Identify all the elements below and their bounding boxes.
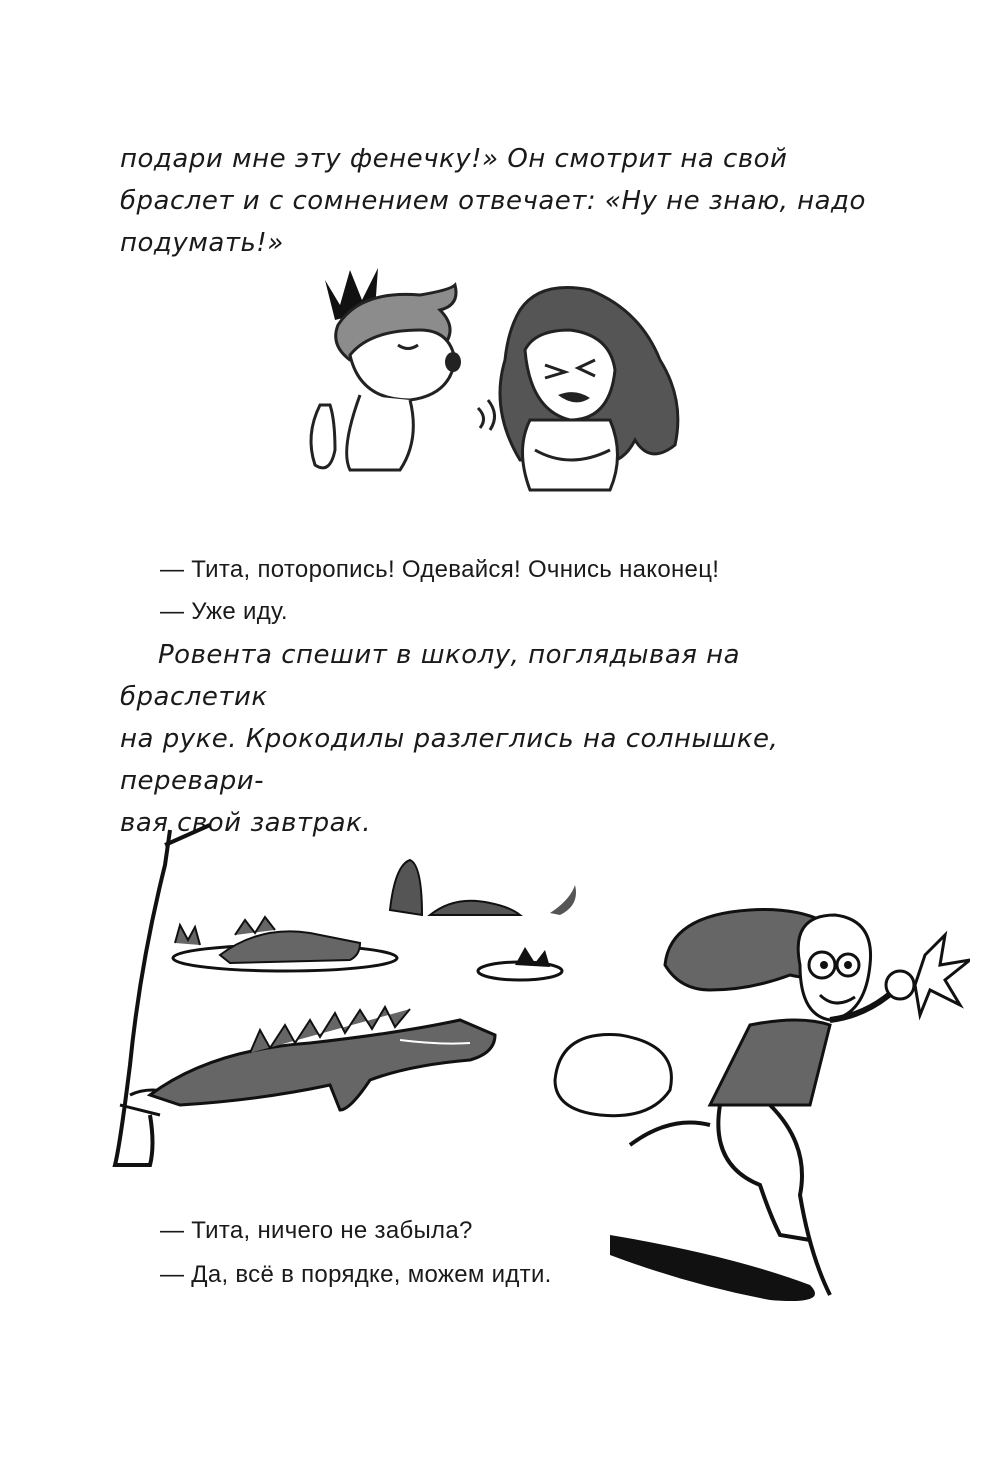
paragraph-top [120,138,880,264]
text-line: на руке. Крокодилы разлеглись на солнышке, перевари- [120,724,779,796]
text-line: Ровента спешит в школу, поглядывая на браслетик [120,640,741,712]
dialog-line: — Тита, поторопись! Одевайся! Очнись наконец! [160,556,720,583]
illustration-boy-and-girl [290,250,710,510]
text-line: вая свой завтрак. [120,808,371,838]
dialog-line: — Тита, ничего не забыла? [160,1217,473,1244]
paragraph-middle [120,634,880,844]
dialog-line: — Уже иду. [160,598,288,625]
text-line: браслет и с сомнением отвечает: «Ну не знаю, надо [120,186,866,216]
dialog-line: — Да, всё в порядке, можем идти. [160,1261,552,1288]
text-line: подумать!» [120,228,284,258]
text-line: подари мне эту фенечку!» Он смотрит на свой [120,144,788,174]
